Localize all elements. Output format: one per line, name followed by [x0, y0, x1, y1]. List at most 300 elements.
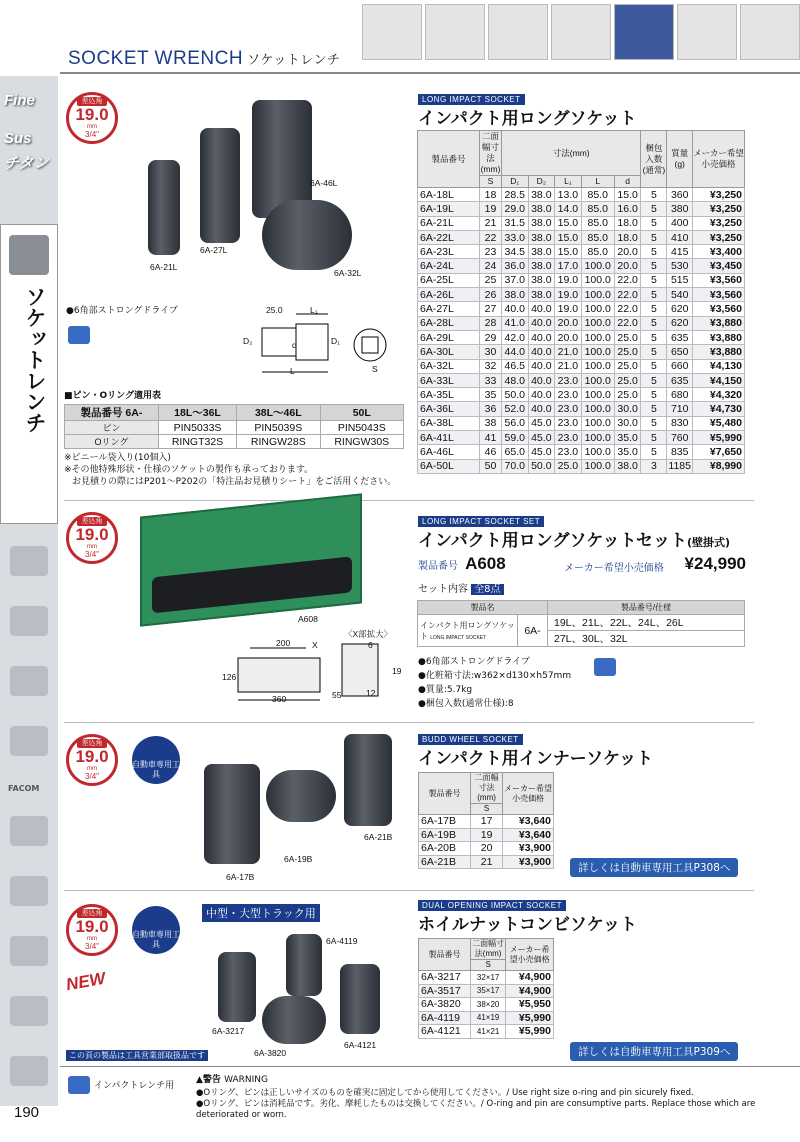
feature-text: ●6角部ストロングドライブ — [66, 306, 178, 316]
table-row — [418, 330, 745, 344]
truck-label: 中型・大型トラック用 — [202, 904, 320, 922]
table-cell: 100.0 — [581, 402, 614, 416]
table-cell: 100.0 — [581, 445, 614, 459]
table-cell: 32×17 — [471, 971, 506, 985]
table-row — [418, 259, 745, 273]
cutter-icon[interactable] — [10, 876, 48, 906]
dim-l1: L₁ — [310, 305, 318, 315]
tester-icon[interactable] — [10, 936, 48, 966]
col-header: D₂ — [528, 176, 555, 188]
table-cell: 100.0 — [581, 388, 614, 402]
table-cell: 21.0 — [555, 359, 582, 373]
img-label: 6A-3820 — [254, 1048, 287, 1058]
col-header: メーカー希望小売価格 — [503, 773, 554, 815]
table-cell: ¥3,900 — [503, 855, 554, 869]
pliers-icon[interactable] — [10, 546, 48, 576]
table-cell: 25.0 — [614, 330, 641, 344]
table-cell: 14.0 — [555, 202, 582, 216]
table-cell: 19 — [480, 202, 502, 216]
drive-size-badge: 差込角 19.0 mm 3/4" — [66, 734, 118, 786]
table-cell: 65.0 — [502, 445, 529, 459]
section-label-en: LONG IMPACT SOCKET SET — [418, 516, 544, 527]
table-cell: 5 — [641, 259, 667, 273]
table-cell: 41.0 — [502, 316, 529, 330]
table-cell: ¥3,880 — [693, 316, 745, 330]
dim-label: 12 — [366, 688, 376, 698]
col-header: 寸法(mm) — [502, 131, 641, 176]
table-cell: ¥3,250 — [693, 230, 745, 244]
col-header: 二面幅寸法(mm) — [471, 773, 503, 804]
set-item-name: インパクト用ロングソケット LONG IMPACT SOCKET — [418, 615, 518, 647]
dim-d: d — [292, 340, 297, 350]
table-cell: ¥3,900 — [503, 842, 554, 856]
table-cell: 6A-35L — [418, 388, 480, 402]
wall-rack-image — [140, 493, 362, 626]
table-cell: 660 — [667, 359, 693, 373]
table-cell: 6A-19L — [418, 202, 480, 216]
table-cell: 6A-33L — [418, 373, 480, 387]
table-cell: ¥4,900 — [506, 984, 554, 998]
dim-label: 55 — [332, 690, 342, 700]
measure-icon[interactable] — [10, 816, 48, 846]
table-cell: 6A-17B — [419, 815, 471, 829]
table-cell: ¥3,400 — [693, 245, 745, 259]
img-label: 6A-19B — [284, 854, 313, 864]
socket-image-21b — [344, 734, 392, 826]
table-cell: ¥5,990 — [693, 431, 745, 445]
automotive-p308-link[interactable]: 詳しくは自動車専用工具P308へ — [570, 858, 738, 877]
table-cell: 6A-3517 — [419, 984, 471, 998]
table-cell: 6A-4121 — [419, 1025, 471, 1039]
set-contents-table — [417, 600, 745, 647]
table-cell: 38.0 — [528, 288, 555, 302]
table-cell: 6A-46L — [418, 445, 480, 459]
table-cell: 6A-26L — [418, 288, 480, 302]
dim-label: 360 — [272, 694, 287, 704]
rack-dimension-drawing — [236, 630, 406, 710]
table-cell: 5 — [641, 388, 667, 402]
table-cell: 50.0 — [528, 459, 555, 473]
table-cell: 5 — [641, 330, 667, 344]
table-cell: 100.0 — [581, 459, 614, 473]
spec-line: ●化粧箱寸法:w362×d130×h57mm — [418, 671, 572, 681]
col-header: 製品番号/仕様 — [548, 601, 745, 615]
table-cell: 23.0 — [555, 373, 582, 387]
dept-note: この頁の製品は工具営業部取扱品です — [66, 1050, 208, 1061]
facom-logo: FACOM — [8, 784, 40, 793]
col-header: L — [581, 176, 614, 188]
table-cell: 70.0 — [502, 459, 529, 473]
img-label: 6A-4121 — [344, 1040, 377, 1050]
table-cell: 6A-23L — [418, 245, 480, 259]
table-cell: 38.0 — [614, 459, 641, 473]
warning-line: ●Oリング、ピンは正しいサイズのものを確実に固定してから使用してください。/ Use right size o-ring and pin sicurely fixed. — [196, 1088, 694, 1098]
table-cell: 22.0 — [614, 302, 641, 316]
table-row — [418, 373, 745, 387]
section-label-en: LONG IMPACT SOCKET — [418, 94, 525, 105]
table-cell: 100.0 — [581, 259, 614, 273]
socket-image-4119 — [286, 934, 322, 996]
table-cell: ¥3,450 — [693, 259, 745, 273]
automotive-tool-badge: 自動車専用工具 — [132, 906, 180, 954]
col-header: d — [614, 176, 641, 188]
table-cell: 50 — [480, 459, 502, 473]
table-cell: 5 — [641, 431, 667, 445]
table-cell: 85.0 — [581, 188, 614, 202]
table-cell: 40.0 — [528, 388, 555, 402]
thumb-ratchet[interactable] — [551, 4, 611, 60]
table-cell: 22.0 — [614, 288, 641, 302]
table-row — [419, 998, 554, 1012]
pin-table — [64, 404, 404, 449]
impact-wrench-icon — [594, 658, 616, 676]
table-cell: 20 — [471, 842, 503, 856]
table-cell: 41×21 — [471, 1025, 506, 1039]
table-cell: 6A-3820 — [419, 998, 471, 1012]
table-cell: ¥8,990 — [693, 459, 745, 473]
table-cell: 360 — [667, 188, 693, 202]
table-cell: 42.0 — [502, 330, 529, 344]
dim-label: 126 — [222, 672, 237, 682]
table-cell: ¥4,900 — [506, 971, 554, 985]
table-cell: 5 — [641, 345, 667, 359]
section-label-en: DUAL OPENING IMPACT SOCKET — [418, 900, 566, 911]
table-cell: 5 — [641, 202, 667, 216]
table-cell: 35×17 — [471, 984, 506, 998]
table-cell: 19.0 — [555, 302, 582, 316]
table-cell: 13.0 — [555, 188, 582, 202]
section-title: インパクト用インナーソケット — [418, 749, 654, 769]
dim-label: 200 — [276, 638, 291, 648]
sidebar-item-titanium[interactable]: チタン — [4, 155, 49, 172]
hammer-icon[interactable] — [10, 726, 48, 756]
table-cell: 6A-29L — [418, 330, 480, 344]
dim-label: 19 — [392, 666, 402, 676]
table-row — [419, 828, 554, 842]
note-line: お見積りの際にはP201～P202の「特注品お見積りシート」をご活用ください。 — [72, 477, 397, 487]
table-row — [419, 1025, 554, 1039]
thumb-adapter[interactable] — [488, 4, 548, 60]
table-cell: 15.0 — [614, 188, 641, 202]
col-header: L₁ — [555, 176, 582, 188]
table-cell: 52.0 — [502, 402, 529, 416]
impact-wrench-icon — [68, 326, 90, 344]
table-cell: 400 — [667, 216, 693, 230]
socket-image-27l — [200, 128, 240, 243]
table-row — [418, 188, 745, 202]
table-cell: 24 — [480, 259, 502, 273]
table-row — [418, 402, 745, 416]
table-cell: 35.0 — [614, 445, 641, 459]
table-cell: 23.0 — [555, 445, 582, 459]
table-cell: 5 — [641, 216, 667, 230]
table-cell: 25.0 — [614, 359, 641, 373]
table-row — [418, 345, 745, 359]
dim-d1: D₁ — [331, 336, 341, 346]
table-row — [419, 815, 554, 829]
table-cell: 40.0 — [528, 359, 555, 373]
col-header: S — [471, 960, 506, 971]
table-cell: ¥5,480 — [693, 416, 745, 430]
section-title: インパクト用ロングソケットセット(壁掛式) — [418, 531, 731, 551]
table-cell: 22.0 — [614, 316, 641, 330]
col-header: S — [471, 804, 503, 815]
table-cell: 38.0 — [528, 259, 555, 273]
table-cell: 19.0 — [555, 288, 582, 302]
table-cell: ¥4,730 — [693, 402, 745, 416]
sidebar-item-fine[interactable]: Fine — [4, 92, 35, 109]
col-header: メーカー希望小売価格 — [693, 131, 745, 188]
table-cell: 6A-25L — [418, 273, 480, 287]
table-cell: 5 — [641, 288, 667, 302]
table-cell: 17.0 — [555, 259, 582, 273]
table-cell: 40.0 — [528, 402, 555, 416]
table-cell: 415 — [667, 245, 693, 259]
img-label: 6A-32L — [334, 268, 362, 278]
section-title: ホイルナットコンビソケット — [418, 915, 637, 935]
table-cell: 25.0 — [614, 345, 641, 359]
col-header: S — [480, 176, 502, 188]
table-cell: 6A-3217 — [419, 971, 471, 985]
table-cell: 830 — [667, 416, 693, 430]
table-cell: 5 — [641, 373, 667, 387]
table-cell: 59.0 — [502, 431, 529, 445]
table-cell: 38.0 — [528, 230, 555, 244]
table-cell: 22 — [480, 230, 502, 244]
table-cell: ¥3,250 — [693, 216, 745, 230]
table-cell: ¥4,320 — [693, 388, 745, 402]
table-cell: 33 — [480, 373, 502, 387]
table-cell: ¥3,880 — [693, 330, 745, 344]
socket-image-3820 — [262, 996, 326, 1044]
sidebar-item-sus[interactable]: Sus — [4, 130, 32, 147]
table-cell: 40.0 — [528, 373, 555, 387]
table-cell: 100.0 — [581, 345, 614, 359]
drive-size-badge: 差込角 19.0 mm 3/4" — [66, 512, 118, 564]
section-divider — [64, 890, 754, 891]
table-cell: 23 — [480, 245, 502, 259]
table-cell: 710 — [667, 402, 693, 416]
table-cell: 38.0 — [528, 188, 555, 202]
table-cell: 36 — [480, 402, 502, 416]
impact-use-label: インパクトレンチ用 — [94, 1081, 175, 1091]
table-cell: ¥3,560 — [693, 288, 745, 302]
socket-image-21l — [148, 160, 180, 255]
screwdriver-icon[interactable] — [10, 666, 48, 696]
table-row — [419, 1011, 554, 1025]
img-label: 6A-27L — [200, 245, 228, 255]
table-row — [418, 431, 745, 445]
table-cell: 20.0 — [614, 259, 641, 273]
long-socket-table — [417, 130, 745, 474]
thumb-extension[interactable] — [677, 4, 737, 60]
hex-key-icon[interactable] — [10, 606, 48, 636]
table-cell: 635 — [667, 373, 693, 387]
set-item-values: 27L、30L、32L — [548, 631, 745, 647]
table-cell: 15.0 — [555, 245, 582, 259]
table-cell: 6A-36L — [418, 402, 480, 416]
table-cell: 17 — [471, 815, 503, 829]
table-cell: 6A-4119 — [419, 1011, 471, 1025]
table-cell: 37.0 — [502, 273, 529, 287]
table-cell: ¥4,150 — [693, 373, 745, 387]
table-cell: 45.0 — [528, 416, 555, 430]
table-cell: ¥3,640 — [503, 828, 554, 842]
set-code-row: 製品番号 A608 メーカー希望小売価格 ¥24,990 — [418, 554, 746, 574]
table-cell: 40.0 — [528, 345, 555, 359]
table-row — [418, 302, 745, 316]
new-badge: NEW — [64, 968, 107, 995]
table-row — [419, 971, 554, 985]
table-cell: 19 — [471, 828, 503, 842]
dim-s: S — [372, 364, 378, 374]
pin-cell: RINGW28S — [237, 435, 320, 449]
warning-title: ▲警告 WARNING — [196, 1075, 268, 1085]
table-cell: ¥3,880 — [693, 345, 745, 359]
thumb-sockets[interactable] — [425, 4, 485, 60]
table-row — [418, 388, 745, 402]
table-cell: 23.0 — [555, 388, 582, 402]
table-cell: 44.0 — [502, 345, 529, 359]
table-cell: 6A-21L — [418, 216, 480, 230]
page-title: SOCKET WRENCH ソケットレンチ — [68, 48, 341, 69]
table-cell: 100.0 — [581, 330, 614, 344]
img-label: 6A-21L — [150, 262, 178, 272]
table-cell: 38.0 — [528, 202, 555, 216]
table-cell: 23.0 — [555, 402, 582, 416]
table-row — [418, 245, 745, 259]
category-thumbnails — [362, 4, 800, 60]
spec-line: ●6角部ストロングドライブ — [418, 657, 530, 667]
table-cell: 100.0 — [581, 273, 614, 287]
img-label: 6A-4119 — [326, 936, 358, 946]
table-row — [418, 230, 745, 244]
table-cell: 25.0 — [614, 388, 641, 402]
table-cell: 15.0 — [555, 216, 582, 230]
pin-header: 18L～36L — [158, 405, 236, 421]
sidebar-active-label: ソケットレンチ — [23, 286, 47, 433]
table-cell: 5 — [641, 402, 667, 416]
table-cell: 5 — [641, 188, 667, 202]
table-cell: 18 — [480, 188, 502, 202]
table-cell: ¥5,990 — [506, 1011, 554, 1025]
wrench-icon — [9, 235, 49, 275]
table-cell: 25.0 — [555, 459, 582, 473]
table-cell: 40.0 — [528, 330, 555, 344]
table-cell: 45.0 — [528, 445, 555, 459]
table-cell: 33.0 — [502, 230, 529, 244]
section-divider — [64, 722, 754, 723]
table-cell: 26 — [480, 288, 502, 302]
sidebar — [0, 76, 58, 1106]
table-cell: 56.0 — [502, 416, 529, 430]
table-row — [419, 842, 554, 856]
table-cell: ¥3,250 — [693, 202, 745, 216]
table-cell: 6A-41L — [418, 431, 480, 445]
img-label: 6A-21B — [364, 832, 393, 842]
col-header: D₁ — [502, 176, 529, 188]
automotive-p309-link[interactable]: 詳しくは自動車専用工具P309へ — [570, 1042, 738, 1061]
table-cell: 20.0 — [555, 330, 582, 344]
table-cell: 38.0 — [502, 288, 529, 302]
table-cell: 40.0 — [528, 316, 555, 330]
table-cell: 38.0 — [528, 216, 555, 230]
set-contents: セット内容 全8点 — [418, 580, 504, 595]
pin-header: 38L～46L — [237, 405, 320, 421]
img-label: A608 — [298, 614, 318, 624]
table-cell: 18.0 — [614, 216, 641, 230]
table-cell: 38.0 — [528, 245, 555, 259]
table-cell: 23.0 — [555, 416, 582, 430]
section-divider — [64, 500, 754, 501]
table-cell: 5 — [641, 273, 667, 287]
table-cell: 6A-32L — [418, 359, 480, 373]
table-row — [418, 202, 745, 216]
table-cell: 410 — [667, 230, 693, 244]
table-row — [419, 984, 554, 998]
budd-socket-table — [418, 772, 554, 869]
col-header: メーカー希望小売価格 — [506, 939, 554, 971]
table-cell: 46 — [480, 445, 502, 459]
table-cell: 25 — [480, 273, 502, 287]
table-cell: 1185 — [668, 460, 691, 473]
table-cell: ¥7,650 — [693, 445, 745, 459]
table-cell: 18.0 — [614, 230, 641, 244]
table-cell: 5 — [641, 302, 667, 316]
table-cell: 30 — [480, 345, 502, 359]
table-cell: 6A-27L — [418, 302, 480, 316]
set-code: A608 — [465, 554, 506, 573]
table-cell: 46.5 — [502, 359, 529, 373]
warning-line: ●Oリング、ピンは消耗品です。劣化、摩耗したものは交換してください。/ O-ring and pin are consumptive parts. Replace those which are deteriorated or worn. — [196, 1099, 756, 1120]
thumb-impact-socket[interactable] — [614, 4, 674, 60]
table-cell: 40.0 — [502, 302, 529, 316]
table-cell: 5 — [641, 416, 667, 430]
table-row — [418, 316, 745, 330]
table-row — [418, 359, 745, 373]
img-label: 6A-3217 — [212, 1026, 245, 1036]
socket-image-32l — [262, 200, 352, 270]
pin-cell: PIN5039S — [237, 421, 320, 435]
dim-label: 6 — [368, 640, 373, 650]
zoom-label: 〈X部拡大〉 — [344, 629, 393, 639]
page-number: 190 — [14, 1104, 40, 1121]
col-header: 製品番号 — [418, 131, 480, 188]
table-cell: 540 — [667, 288, 693, 302]
table-cell: 36.0 — [502, 259, 529, 273]
table-cell: 6A-19B — [419, 828, 471, 842]
tool-box-icon[interactable] — [10, 996, 48, 1026]
table-cell: 34.5 — [502, 245, 529, 259]
table-cell: 85.0 — [581, 245, 614, 259]
drive-size-badge: 差込角 19.0 mm 3/4" — [66, 92, 118, 144]
footer-rule — [60, 1066, 800, 1067]
dim-d25: 25.0 — [266, 305, 283, 315]
grinder-icon[interactable] — [10, 1056, 48, 1086]
table-cell: 760 — [667, 431, 693, 445]
table-row — [418, 288, 745, 302]
thumb-socket-set[interactable] — [362, 4, 422, 60]
thumb-bit[interactable] — [740, 4, 800, 60]
table-cell: 515 — [667, 273, 693, 287]
set-item-values: 19L、21L、22L、24L、26L — [548, 615, 745, 631]
pin-table-title: ■ピン・Oリング適用表 — [64, 391, 161, 401]
table-cell: 620 — [667, 316, 693, 330]
pin-cell: PIN5033S — [158, 421, 236, 435]
col-header: 二面幅寸法(mm) — [472, 939, 505, 958]
table-cell: ¥4,130 — [693, 359, 745, 373]
pin-header: 50L — [320, 405, 403, 421]
